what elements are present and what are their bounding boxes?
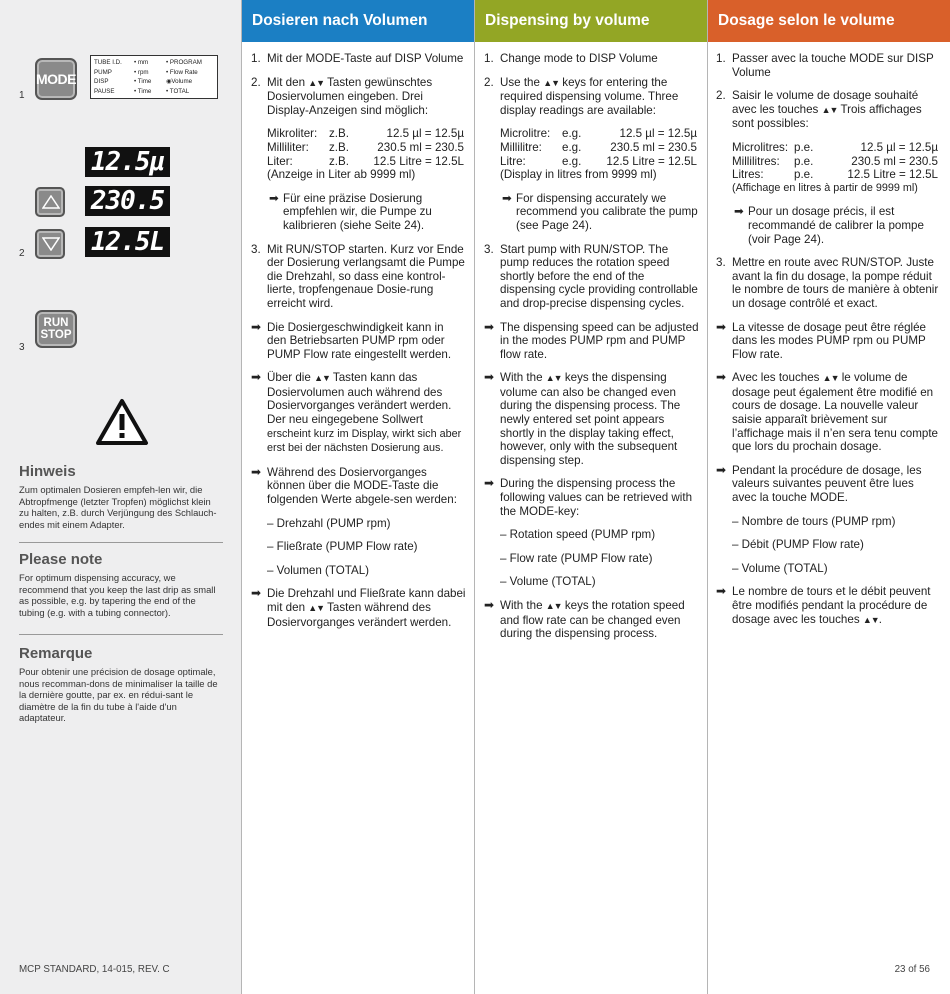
arrow-right-icon: ➡ xyxy=(484,598,495,612)
volume-table xyxy=(716,141,940,182)
step-text: Tasten gewünschtes Dosiervolumen eingeben. Drei Display-Anzeigen sind möglich: xyxy=(267,75,433,117)
mode-panel-text: • Time xyxy=(134,78,152,85)
up-down-keys-icon: ▲▼ xyxy=(821,104,838,115)
mode-panel-text: • PROGRAM xyxy=(166,59,202,66)
bullet xyxy=(716,464,940,505)
step-text: Mettre en route avec RUN/STOP. Juste avant la fin du dosage, la pompe réduit le nombre de tours de manière à obtenir un dosage contrôlé et exact. xyxy=(732,256,939,310)
table-cell: p.e. xyxy=(794,140,814,154)
bullet-text: keys the dispensing volume can also be changed even during the dispensing process. The newly entered set point appears shortly in the display taking effect, however, only with the subsequent dispensing step. xyxy=(500,371,681,467)
mode-panel-text: PAUSE xyxy=(94,87,115,95)
calibration-note xyxy=(251,192,466,233)
bullet xyxy=(484,371,699,467)
arrow-right-icon: ➡ xyxy=(716,370,727,385)
bullet-text: le volume de dosage peut également être modifié en cours de dosage. La nouvelle valeur saisie apparaît brièvement sur l’affichage mais il n’en sera tenu compte que lors du prochain dosage. xyxy=(732,371,939,454)
step-text: Passer avec la touche MODE sur DISP Volume xyxy=(732,52,934,79)
bullet xyxy=(716,585,940,627)
arrow-right-icon: ➡ xyxy=(484,370,495,385)
column-english xyxy=(475,0,708,994)
table-cell: e.g. xyxy=(562,127,582,141)
step-1: 1. Mit der MODE-Taste auf DISP Volume xyxy=(251,52,466,66)
table-cell: Mikroliter: xyxy=(267,127,318,141)
bullet-text: Die Drehzahl und Fließrate kann dabei mit den xyxy=(267,587,466,614)
table-cell: Litres: xyxy=(732,168,764,182)
warning-icon xyxy=(95,398,149,446)
note-title: Please note xyxy=(19,551,103,568)
step-text: Start pump with RUN/STOP. The pump reduces the rotation speed shortly before the end of the dispensing cycle providing controllable and drop-precise dispensing cycles. xyxy=(500,242,698,310)
table-cell: z.B. xyxy=(329,154,349,168)
table-cell: 12.5 µl = 12.5µ xyxy=(386,127,464,141)
note-text: Für eine präzise Dosierung empfehlen wir, die Pumpe zu kalibrieren (siehe Seite 24). xyxy=(283,191,432,232)
mode-panel-text: • rpm xyxy=(134,68,149,76)
up-down-keys-icon: ▲▼ xyxy=(314,373,330,384)
note-title: Hinweis xyxy=(19,463,76,480)
step-1: 1. Passer avec la touche MODE sur DISP Volume xyxy=(716,52,940,79)
note-title: Remarque xyxy=(19,645,93,662)
arrow-right-icon: ➡ xyxy=(251,370,262,385)
bullet-text: The dispensing speed can be adjusted in the modes PUMP rpm and PUMP flow rate. xyxy=(500,320,699,361)
lcd-display-microlitre: 12.5μ xyxy=(85,147,170,177)
document-id: MCP STANDARD, 14-015, REV. C xyxy=(19,964,170,975)
bullet xyxy=(251,371,466,456)
step-text: Mit der MODE-Taste auf DISP Volume xyxy=(267,52,464,65)
bullet-text: Le nombre de tours et le débit peuvent être modifiés pendant la procédure de dosage avec les touches xyxy=(732,585,931,626)
table-cell: e.g. xyxy=(562,140,582,154)
sidebar xyxy=(0,0,242,994)
note-text: For dispensing accurately we recommend you calibrate the pump (see Page 24). xyxy=(516,191,698,232)
mode-panel-text: TUBE I.D. xyxy=(94,59,122,66)
stop-label: STOP xyxy=(40,329,72,341)
bullet-text: La vitesse de dosage peut être réglée dans les modes PUMP rpm ou PUMP Flow rate. xyxy=(732,320,927,361)
up-down-keys-icon: ▲▼ xyxy=(545,373,562,384)
table-cell: 230.5 ml = 230.5 xyxy=(610,140,697,154)
run-label: RUN xyxy=(43,317,69,329)
step-text: keys for entering the required dispensing volume. Three display readings are available: xyxy=(500,75,679,117)
step-3: 3. Mettre en route avec RUN/STOP. Juste avant la fin du dosage, la pompe réduit le nombre de tours de manière à obtenir un dosage contrôlé et exact. xyxy=(716,256,939,310)
bullet xyxy=(251,321,466,362)
calibration-note xyxy=(716,205,940,246)
table-cell: Microlitre: xyxy=(500,127,551,141)
step-text: Use the xyxy=(500,75,540,89)
mode-panel-text: PUMP xyxy=(94,68,112,76)
bullet xyxy=(716,321,940,362)
step-text: Saisir le volume de dosage souhaité avec les touches xyxy=(732,89,919,116)
table-cell: 12.5 µl = 12.5µ xyxy=(860,140,938,154)
step-1: 1. Change mode to DISP Volume xyxy=(484,52,699,66)
step-label-1: 1 xyxy=(19,90,25,101)
list-item: – Rotation speed (PUMP rpm) xyxy=(500,528,656,542)
list-item: – Nombre de tours (PUMP rpm) xyxy=(732,514,896,528)
table-note: (Anzeige in Liter ab 9999 ml) xyxy=(267,168,416,182)
up-arrow-button[interactable] xyxy=(35,187,65,217)
mode-panel xyxy=(90,55,218,99)
table-cell: z.B. xyxy=(329,127,349,141)
page-number: 23 of 56 xyxy=(894,964,930,975)
step-2: 2. Use the ▲▼ keys for entering the required dispensing volume. Three display readings are available: xyxy=(484,75,679,117)
note-de xyxy=(19,463,223,530)
up-down-keys-icon: ▲▼ xyxy=(308,77,325,88)
arrow-right-icon: ➡ xyxy=(251,464,262,479)
mode-panel-text: ◉Volume xyxy=(166,78,193,85)
step-2: 2. Saisir le volume de dosage souhaité avec les touches ▲▼ Trois affichages sont possibles: xyxy=(716,89,922,131)
bullet xyxy=(251,587,466,629)
bullet-text: Tasten kann das Dosiervolumen auch während des Dosiervorganges verändert werden. Der neu eingegebene Sollwert xyxy=(267,371,452,427)
bullet-text: With the xyxy=(500,371,543,385)
column-german xyxy=(242,0,475,994)
arrow-right-icon: ➡ xyxy=(716,584,727,599)
arrow-right-icon: ➡ xyxy=(484,319,495,334)
up-down-keys-icon: ▲▼ xyxy=(862,614,879,625)
step-3: 3. Mit RUN/STOP starten. Kurz vor Ende der Dosierung verlangsamt die Pumpe die Drehzahl, so dass eine kontrol-lierte, tropfengenaue Dosie-rung erreicht wird. xyxy=(251,242,465,310)
up-down-keys-icon: ▲▼ xyxy=(308,603,325,613)
list-item: – Fließrate (PUMP Flow rate) xyxy=(267,540,418,554)
bullet-text: Tasten während des Dosiervorganges verändert werden. xyxy=(267,601,452,629)
divider xyxy=(19,542,223,543)
bullet-text: Während des Dosiervorganges können über die MODE-Taste die folgenden Werte abgele-sen werden: xyxy=(267,465,457,507)
mode-button[interactable]: MODE xyxy=(35,58,77,100)
bullet-text: Über die xyxy=(267,371,311,385)
bullet-text: With the xyxy=(500,599,543,612)
table-note: (Affichage en litres à partir de 9999 ml) xyxy=(732,181,918,194)
arrow-right-icon: ➡ xyxy=(269,191,279,205)
column-header-english: Dispensing by volume xyxy=(475,0,707,42)
lcd-display-millilitre: 230.5 xyxy=(85,186,170,216)
lcd-display-litre: 12.5L xyxy=(85,227,170,257)
table-cell: Litre: xyxy=(500,154,526,168)
list-item: – Volume (TOTAL) xyxy=(500,575,596,589)
step-text: Mit RUN/STOP starten. Kurz vor Ende der Dosierung verlangsamt die Pumpe die Drehzahl, so dass eine kontrol-lierte, tropfengenaue Dosie-rung erreicht wird. xyxy=(267,242,465,310)
table-cell: 12.5 Litre = 12.5L xyxy=(606,154,697,168)
table-cell: p.e. xyxy=(794,168,814,182)
table-cell: 230.5 ml = 230.5 xyxy=(377,140,464,154)
table-cell: Millilitre: xyxy=(500,140,542,154)
note-text: Zum optimalen Dosieren empfeh-len wir, die Abtropfmenge (letzter Tropfen) möglichst klein zu halten, z.B. durch Verjüngung des Schlauch-endes mit einem Adapter. xyxy=(19,484,217,530)
bullet-text: . xyxy=(878,612,882,626)
list-item: – Volumen (TOTAL) xyxy=(267,563,370,577)
note-text: For optimum dispensing accuracy, we recommend that you keep the last drip as small as possible, e.g. by tapering the end of the tubing (e.g. with a tubing connector). xyxy=(19,572,216,618)
table-note: (Display in litres from 9999 ml) xyxy=(500,168,657,182)
list-item: – Volume (TOTAL) xyxy=(732,561,828,575)
arrow-right-icon: ➡ xyxy=(716,319,727,334)
calibration-note xyxy=(484,192,699,233)
triangle-down-icon xyxy=(42,237,60,251)
step-3: 3. Start pump with RUN/STOP. The pump reduces the rotation speed shortly before the end of the dispensing cycle providing controllable and drop-precise dispensing cycles. xyxy=(484,242,698,310)
bullet xyxy=(484,599,699,641)
up-down-keys-icon: ▲▼ xyxy=(822,373,839,384)
list-item: – Flow rate (PUMP Flow rate) xyxy=(500,551,653,565)
bullet-text: During the dispensing process the following values can be retrieved with the MODE-key: xyxy=(500,477,693,518)
bullet-text: Die Dosiergeschwindigkeit kann in den Betriebsarten PUMP rpm oder PUMP Flow rate eingestellt werden. xyxy=(267,320,452,361)
table-cell: Milliliter: xyxy=(267,140,309,154)
column-header-french: Dosage selon le volume xyxy=(708,0,950,42)
mode-panel-text: • TOTAL xyxy=(166,87,190,95)
table-cell: Microlitres: xyxy=(732,140,789,154)
arrow-right-icon: ➡ xyxy=(251,586,262,601)
table-cell: z.B. xyxy=(329,140,349,154)
step-text: Change mode to DISP Volume xyxy=(500,52,658,65)
table-cell: e.g. xyxy=(562,154,582,168)
list-item: – Débit (PUMP Flow rate) xyxy=(732,538,864,552)
column-header-german: Dosieren nach Volumen xyxy=(242,0,474,42)
table-cell: Liter: xyxy=(267,154,293,168)
mode-panel-text: • Time xyxy=(134,87,152,95)
arrow-right-icon: ➡ xyxy=(484,476,495,491)
bullet xyxy=(484,321,699,362)
arrow-right-icon: ➡ xyxy=(502,191,512,205)
run-stop-button[interactable] xyxy=(35,310,77,348)
bullet-text: Avec les touches xyxy=(732,371,820,385)
mode-panel-text: DISP xyxy=(94,78,109,85)
table-cell: 12.5 µl = 12.5µ xyxy=(619,127,697,141)
arrow-right-icon: ➡ xyxy=(716,462,727,477)
note-en xyxy=(19,551,223,618)
down-arrow-button[interactable] xyxy=(35,229,65,259)
divider xyxy=(19,634,223,635)
bullet xyxy=(484,477,699,518)
column-french xyxy=(708,0,950,994)
bullet-text: erscheint kurz im Display, wirkt sich aber erst bei der nächsten Dosierung aus. xyxy=(267,427,462,455)
table-cell: 12.5 Litre = 12.5L xyxy=(847,168,938,182)
bullet-text: Pendant la procédure de dosage, les valeurs suivantes peuvent être lues avec la touche MODE. xyxy=(732,463,922,505)
step-label-3: 3 xyxy=(19,342,25,353)
table-cell: 12.5 Litre = 12.5L xyxy=(373,154,464,168)
arrow-right-icon: ➡ xyxy=(734,205,744,219)
list-item: – Drehzahl (PUMP rpm) xyxy=(267,516,391,530)
table-cell: 230.5 ml = 230.5 xyxy=(851,154,938,168)
step-text: Trois affichages sont possibles: xyxy=(732,102,922,131)
arrow-right-icon: ➡ xyxy=(251,319,262,334)
volume-table xyxy=(251,127,466,168)
note-fr xyxy=(19,645,223,724)
step-2: 2. Mit den ▲▼ Tasten gewünschtes Dosiervolumen eingeben. Drei Display-Anzeigen sind möglich: xyxy=(251,75,433,117)
up-down-keys-icon: ▲▼ xyxy=(543,77,560,88)
note-text: Pour obtenir une précision de dosage optimale, nous recomman-dons de minimaliser la taille de la dernière goutte, par ex. en rédui-sant le diamètre de la fin du tube à l'aide d'un adaptateur. xyxy=(19,666,218,724)
step-label-2: 2 xyxy=(19,248,25,259)
triangle-up-icon xyxy=(42,195,60,209)
mode-panel-text: • Flow Rate xyxy=(166,68,198,76)
volume-table xyxy=(484,127,699,168)
table-cell: Millilitres: xyxy=(732,154,780,168)
up-down-keys-icon: ▲▼ xyxy=(545,601,562,611)
bullet xyxy=(251,466,466,507)
step-text: Mit den xyxy=(267,75,306,89)
bullet-text: keys the rotation speed and flow rate can be changed even during the dispensing process. xyxy=(500,599,685,641)
note-text: Pour un dosage précis, il est recommandé de calibrer la pompe (voir Page 24). xyxy=(748,205,924,246)
bullet xyxy=(716,371,940,454)
mode-panel-text: • mm xyxy=(134,59,149,66)
table-cell: p.e. xyxy=(794,154,814,168)
